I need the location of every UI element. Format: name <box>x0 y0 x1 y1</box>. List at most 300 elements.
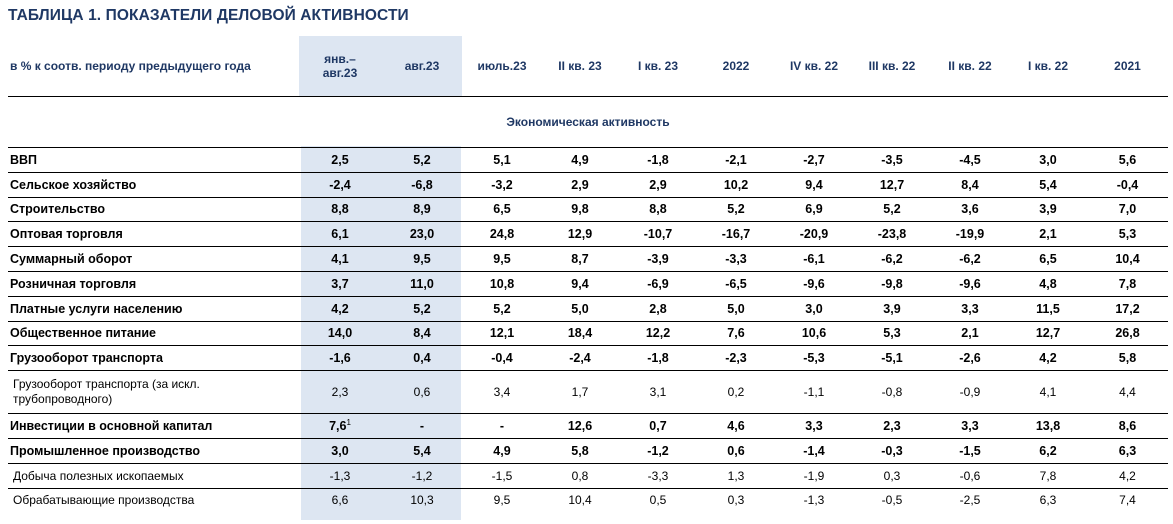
table-cell <box>775 371 853 414</box>
table-cell <box>381 463 463 488</box>
cell-value: 7,6 <box>727 326 745 341</box>
cell-value: 10,4 <box>568 493 592 508</box>
table-cell <box>541 271 619 296</box>
cell-value: 12,7 <box>1035 326 1061 341</box>
table-cell <box>697 296 775 321</box>
table-cell <box>697 172 775 197</box>
table-cell <box>463 172 541 197</box>
cell-value: 7,4 <box>1119 493 1136 508</box>
table-cell <box>775 172 853 197</box>
table-cell <box>463 197 541 222</box>
cell-value: 3,0 <box>805 301 823 316</box>
cell-value: 5,4 <box>413 443 431 458</box>
column-header: III кв. 22 <box>853 36 931 97</box>
table-cell <box>1087 197 1168 222</box>
table-cell <box>775 197 853 222</box>
table-cell <box>619 346 697 371</box>
cell-value: 3,3 <box>961 419 979 434</box>
cell-value: -0,5 <box>881 493 903 508</box>
table-row <box>8 321 1168 346</box>
table-row <box>8 247 1168 272</box>
cell-value: 2,3 <box>883 419 901 434</box>
cell-value: 0,3 <box>883 468 901 483</box>
cell-value: -6,2 <box>881 252 903 267</box>
row-label: Обрабатывающие производства <box>13 493 195 508</box>
row-label: Оптовая торговля <box>8 222 299 247</box>
table-row <box>8 414 1168 439</box>
row-label: Грузооборот транспорта (за искл. трубопроводного) <box>8 371 299 414</box>
cell-value: 7,8 <box>1118 276 1137 291</box>
table-cell <box>853 488 931 512</box>
table-cell <box>1009 414 1087 439</box>
cell-value: -2,4 <box>569 351 591 366</box>
cell-value: -6,2 <box>959 252 981 267</box>
cell-value: 5,1 <box>493 152 511 167</box>
cell-value: 4,4 <box>1119 385 1136 400</box>
table-row <box>8 197 1168 222</box>
cell-value: -2,6 <box>959 351 981 366</box>
table-row <box>8 148 1168 173</box>
cell-value: 11,0 <box>410 276 434 291</box>
cell-value: -9,6 <box>803 276 825 291</box>
cell-value: 10,8 <box>489 276 515 291</box>
cell-value: 8,9 <box>413 202 431 217</box>
table-cell <box>931 148 1009 173</box>
table-cell <box>619 222 697 247</box>
table-cell <box>463 414 541 439</box>
table-cell <box>299 271 381 296</box>
cell-value: 5,0 <box>727 301 745 316</box>
table-cell <box>381 172 463 197</box>
cell-value: -0,4 <box>491 351 513 366</box>
table-cell <box>463 222 541 247</box>
table-cell <box>299 296 381 321</box>
cell-value: -1,8 <box>647 351 669 366</box>
cell-value: 13,8 <box>1035 419 1061 434</box>
cell-value: 4,2 <box>331 301 349 316</box>
table-cell <box>931 438 1009 463</box>
table-cell <box>1087 296 1168 321</box>
cell-value: 3,1 <box>649 385 667 400</box>
cell-value: 6,1 <box>331 227 349 242</box>
table-cell <box>299 222 381 247</box>
business-activity-table <box>8 36 1168 512</box>
table-cell <box>697 371 775 414</box>
table-cell <box>619 148 697 173</box>
table-cell <box>381 438 463 463</box>
cell-value: 5,4 <box>1039 177 1057 192</box>
table-cell <box>697 148 775 173</box>
row-label: Грузооборот транспорта <box>8 346 299 371</box>
table-cell <box>299 463 381 488</box>
cell-value: -5,1 <box>881 351 903 366</box>
table-cell <box>931 197 1009 222</box>
cell-value: -2,4 <box>329 177 351 192</box>
row-label: ВВП <box>8 148 299 173</box>
cell-value: 6,5 <box>493 202 511 217</box>
table-cell <box>619 296 697 321</box>
table-cell <box>931 222 1009 247</box>
table-cell <box>1087 148 1168 173</box>
table-cell <box>381 321 463 346</box>
cell-value: -1,2 <box>647 443 669 458</box>
table-cell <box>299 346 381 371</box>
table-cell <box>463 371 541 414</box>
table-cell <box>463 346 541 371</box>
cell-value: -1,1 <box>803 385 825 400</box>
cell-value: 4,9 <box>571 152 589 167</box>
section-row <box>8 97 1168 148</box>
cell-value: 12,2 <box>645 326 671 341</box>
cell-value: 9,8 <box>571 202 589 217</box>
table-cell <box>1087 438 1168 463</box>
cell-value: 2,3 <box>331 385 349 400</box>
cell-value: 0,5 <box>649 493 667 508</box>
cell-value: 6,3 <box>1118 443 1137 458</box>
cell-value: -5,3 <box>803 351 825 366</box>
table-cell <box>381 414 463 439</box>
table-cell <box>299 371 381 414</box>
table-cell <box>775 148 853 173</box>
table-cell <box>299 488 381 512</box>
table-cell <box>775 222 853 247</box>
cell-value: -1,4 <box>803 443 825 458</box>
cell-value: -3,3 <box>647 468 669 483</box>
cell-value: 2,5 <box>331 152 349 167</box>
cell-value: -3,9 <box>647 252 669 267</box>
table-cell <box>463 438 541 463</box>
cell-value: -2,3 <box>725 351 747 366</box>
table-cell <box>931 247 1009 272</box>
table-cell <box>1087 414 1168 439</box>
cell-value: 6,5 <box>1039 252 1057 267</box>
table-cell <box>1009 148 1087 173</box>
table-cell <box>381 247 463 272</box>
table-cell <box>853 296 931 321</box>
cell-value: 2,9 <box>571 177 589 192</box>
cell-value: 5,8 <box>571 443 589 458</box>
table-cell <box>541 148 619 173</box>
cell-value: 8,8 <box>649 202 667 217</box>
table-cell <box>1009 296 1087 321</box>
cell-value: 3,3 <box>961 301 979 316</box>
cell-value: -4,5 <box>959 152 981 167</box>
table-cell <box>381 222 463 247</box>
footnote-mark: 1 <box>346 418 351 428</box>
cell-value: 12,6 <box>567 419 593 434</box>
table-cell <box>619 438 697 463</box>
cell-value: -9,6 <box>959 276 981 291</box>
table-cell <box>1087 488 1168 512</box>
table-cell <box>619 172 697 197</box>
table-cell <box>775 414 853 439</box>
table-cell <box>541 414 619 439</box>
cell-value: -6,8 <box>411 177 433 192</box>
cell-value: 0,6 <box>413 385 431 400</box>
table-cell <box>775 438 853 463</box>
table-cell <box>775 321 853 346</box>
cell-value: 4,1 <box>1039 385 1057 400</box>
table-cell <box>1009 172 1087 197</box>
table-cell <box>541 172 619 197</box>
column-header: I кв. 23 <box>619 36 697 97</box>
table-cell <box>619 488 697 512</box>
cell-value: 18,4 <box>567 326 593 341</box>
cell-value: 5,0 <box>571 301 589 316</box>
table-cell <box>931 172 1009 197</box>
cell-value: 6,6 <box>331 493 349 508</box>
table-cell <box>299 148 381 173</box>
cell-value: 5,2 <box>883 202 901 217</box>
cell-value: 5,3 <box>1118 227 1137 242</box>
cell-value: 5,2 <box>413 152 431 167</box>
cell-value: - <box>419 419 425 434</box>
cell-value: -19,9 <box>955 227 985 242</box>
row-label: Платные услуги населению <box>8 296 299 321</box>
cell-value: -6,1 <box>803 252 825 267</box>
table-cell <box>299 197 381 222</box>
cell-value: 14,0 <box>327 326 353 341</box>
table-cell <box>931 321 1009 346</box>
cell-value: -0,6 <box>959 468 981 483</box>
table-cell <box>541 321 619 346</box>
table-cell <box>931 414 1009 439</box>
column-header: II кв. 22 <box>931 36 1009 97</box>
cell-value: 6,3 <box>1039 493 1057 508</box>
cell-value: 5,8 <box>1118 351 1137 366</box>
column-header: IV кв. 22 <box>775 36 853 97</box>
table-cell <box>853 271 931 296</box>
cell-value: 8,8 <box>331 202 349 217</box>
table-cell <box>1087 271 1168 296</box>
cell-value: 9,4 <box>805 177 823 192</box>
cell-value: -1,9 <box>803 468 825 483</box>
cell-value: 12,9 <box>567 227 593 242</box>
table-cell <box>541 222 619 247</box>
cell-value: 9,5 <box>493 252 511 267</box>
cell-value: 8,4 <box>413 326 431 341</box>
cell-value: -10,7 <box>643 227 673 242</box>
row-label: Сельское хозяйство <box>8 172 299 197</box>
table-row <box>8 172 1168 197</box>
cell-value: 9,5 <box>413 252 431 267</box>
column-header: I кв. 22 <box>1009 36 1087 97</box>
table-cell <box>1009 321 1087 346</box>
cell-value: 12,1 <box>489 326 515 341</box>
table-cell <box>541 346 619 371</box>
table-cell <box>697 321 775 346</box>
table-cell <box>775 271 853 296</box>
table-cell <box>463 271 541 296</box>
table-cell <box>853 438 931 463</box>
cell-value: 11,5 <box>1036 301 1060 316</box>
table-cell <box>1087 371 1168 414</box>
cell-value: -9,8 <box>881 276 903 291</box>
row-label: Промышленное производство <box>8 438 299 463</box>
table-title: ТАБЛИЦА 1. ПОКАЗАТЕЛИ ДЕЛОВОЙ АКТИВНОСТИ <box>8 7 409 24</box>
column-header: 2022 <box>697 36 775 97</box>
table-cell <box>931 346 1009 371</box>
table-cell <box>463 296 541 321</box>
table-cell <box>1009 371 1087 414</box>
table-cell <box>853 172 931 197</box>
cell-value: 2,9 <box>649 177 667 192</box>
cell-value: 4,8 <box>1039 276 1057 291</box>
table-cell <box>1087 463 1168 488</box>
header-row <box>8 36 1168 97</box>
table-cell <box>619 247 697 272</box>
table-cell <box>697 463 775 488</box>
table-cell <box>299 321 381 346</box>
cell-value: 1,3 <box>727 468 745 483</box>
table-cell <box>1087 172 1168 197</box>
table-row <box>8 371 1168 414</box>
table-cell <box>931 371 1009 414</box>
cell-value: 26,8 <box>1115 326 1140 341</box>
table-cell <box>463 247 541 272</box>
row-label: Суммарный оборот <box>8 247 299 272</box>
table-cell <box>1009 247 1087 272</box>
cell-value: 2,1 <box>961 326 979 341</box>
cell-value: -0,3 <box>881 443 903 458</box>
column-header: июль.23 <box>463 36 541 97</box>
cell-value: 10,6 <box>801 326 827 341</box>
section-title: Экономическая активность <box>8 97 1168 148</box>
cell-value: 0,3 <box>727 493 745 508</box>
table-cell <box>775 463 853 488</box>
table-row <box>8 488 1168 512</box>
table-cell <box>1009 346 1087 371</box>
table-cell <box>931 296 1009 321</box>
table-cell <box>541 488 619 512</box>
table-row <box>8 296 1168 321</box>
cell-value: - <box>499 419 505 434</box>
table-cell <box>697 222 775 247</box>
table-cell <box>381 371 463 414</box>
table-cell <box>463 488 541 512</box>
table-cell <box>619 414 697 439</box>
table-cell <box>853 197 931 222</box>
table-cell <box>775 488 853 512</box>
cell-value: 10,2 <box>723 177 749 192</box>
table-cell <box>541 371 619 414</box>
cell-value: 2,8 <box>649 301 667 316</box>
table-cell <box>463 463 541 488</box>
table-cell <box>697 247 775 272</box>
cell-value: 10,3 <box>410 493 434 508</box>
table-cell <box>299 172 381 197</box>
cell-value: 3,9 <box>1039 202 1057 217</box>
table-cell <box>299 438 381 463</box>
cell-value: -3,5 <box>881 152 903 167</box>
table-cell <box>381 296 463 321</box>
table-cell <box>541 438 619 463</box>
cell-value: 7,0 <box>1118 202 1137 217</box>
cell-value: 0,7 <box>649 419 667 434</box>
cell-value: 12,7 <box>879 177 905 192</box>
cell-value: 8,6 <box>1118 419 1137 434</box>
cell-value: 7,8 <box>1039 468 1057 483</box>
cell-value: 6,2 <box>1039 443 1057 458</box>
table-cell <box>619 463 697 488</box>
table-cell <box>1009 197 1087 222</box>
cell-value: 8,7 <box>571 252 589 267</box>
table-row <box>8 222 1168 247</box>
cell-value: -0,8 <box>881 385 903 400</box>
cell-value: -2,7 <box>803 152 825 167</box>
table-cell <box>853 321 931 346</box>
cell-value: 4,1 <box>331 252 349 267</box>
header-label: в % к соотв. периоду предыдущего года <box>8 36 299 97</box>
table-cell <box>541 463 619 488</box>
column-header: 2021 <box>1087 36 1168 97</box>
cell-value: -1,8 <box>647 152 669 167</box>
table-row <box>8 271 1168 296</box>
cell-value: 17,2 <box>1115 301 1140 316</box>
table-cell <box>853 346 931 371</box>
row-label: Общественное питание <box>8 321 299 346</box>
table-cell <box>853 371 931 414</box>
table-cell <box>697 438 775 463</box>
table-cell <box>381 346 463 371</box>
cell-value: 3,7 <box>331 276 349 291</box>
table-cell <box>697 414 775 439</box>
cell-value: 3,0 <box>331 443 349 458</box>
row-label: Строительство <box>8 197 299 222</box>
table-cell <box>1087 346 1168 371</box>
cell-value: -1,3 <box>803 493 825 508</box>
cell-value: -1,6 <box>329 351 351 366</box>
table-cell <box>541 247 619 272</box>
table-cell <box>1009 463 1087 488</box>
cell-value: -2,1 <box>725 152 747 167</box>
cell-value: -1,3 <box>329 468 351 483</box>
table-cell <box>1009 438 1087 463</box>
cell-value: -3,3 <box>725 252 747 267</box>
table-cell <box>853 222 931 247</box>
table-row <box>8 463 1168 488</box>
table-row <box>8 438 1168 463</box>
table-cell <box>381 271 463 296</box>
cell-value: -6,5 <box>725 276 747 291</box>
table-cell <box>697 197 775 222</box>
table-cell <box>541 197 619 222</box>
table-cell <box>853 463 931 488</box>
cell-value: 3,0 <box>1039 152 1057 167</box>
table-cell <box>619 271 697 296</box>
column-header: II кв. 23 <box>541 36 619 97</box>
table-cell <box>775 346 853 371</box>
table-cell <box>381 148 463 173</box>
table-cell <box>1009 488 1087 512</box>
table-cell <box>931 271 1009 296</box>
table-cell <box>381 488 463 512</box>
cell-value: 0,2 <box>727 385 745 400</box>
cell-value: 0,8 <box>571 468 589 483</box>
column-header: авг.23 <box>381 36 463 97</box>
table-cell <box>619 371 697 414</box>
table-cell <box>1009 271 1087 296</box>
table-cell <box>775 247 853 272</box>
table-cell <box>1087 222 1168 247</box>
cell-value: -3,2 <box>491 177 513 192</box>
table-cell <box>1087 321 1168 346</box>
cell-value: 0,6 <box>727 443 745 458</box>
cell-value: 23,0 <box>409 227 435 242</box>
cell-value: 5,6 <box>1118 152 1137 167</box>
cell-value: 5,2 <box>727 202 745 217</box>
cell-value: 24,8 <box>489 227 515 242</box>
